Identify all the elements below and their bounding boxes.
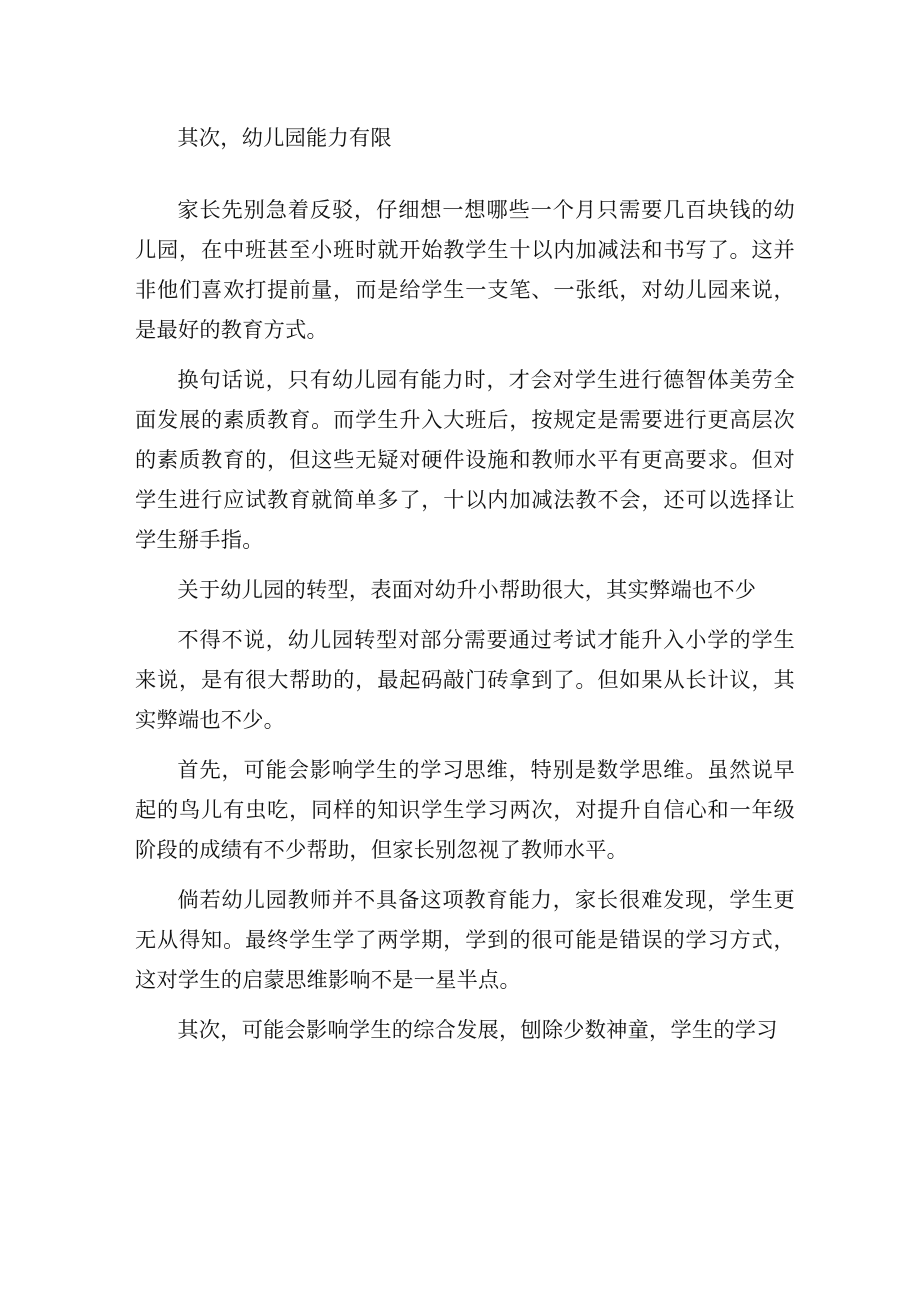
paragraph-5: 首先，可能会影响学生的学习思维，特别是数学思维。虽然说早起的鸟儿有虫吃，同样的知识学生学习两次，对提升自信心和一年级阶段的成绩有不少帮助，但家长别忽视了教师水平。 [135, 757, 795, 862]
paragraph-3: 关于幼儿园的转型，表面对幼升小帮助很大，其实弊端也不少 [177, 577, 757, 602]
paragraph-4: 不得不说，幼儿园转型对部分需要通过考试才能升入小学的学生来说，是有很大帮助的，最起码敲门砖拿到了。但如果从长计议，其实弊端也不少。 [135, 627, 795, 732]
paragraph-7: 其次，可能会影响学生的综合发展，刨除少数神童，学生的学习 [177, 1017, 778, 1042]
paragraph-6: 倘若幼儿园教师并不具备这项教育能力，家长很难发现，学生更无从得知。最终学生学了两学期，学到的很可能是错误的学习方式，这对学生的启蒙思维影响不是一星半点。 [135, 887, 795, 992]
paragraph-1: 家长先别急着反驳，仔细想一想哪些一个月只需要几百块钱的幼儿园，在中班甚至小班时就开始教学生十以内加减法和书写了。这并非他们喜欢打提前量，而是给学生一支笔、一张纸，对幼儿园来说，是最好的教育方式。 [135, 197, 795, 342]
document-body [135, 118, 795, 1050]
section-heading: 其次，幼儿园能力有限 [177, 125, 392, 150]
paragraph-2: 换句话说，只有幼儿园有能力时，才会对学生进行德智体美劳全面发展的素质教育。而学生升入大班后，按规定是需要进行更高层次的素质教育的，但这些无疑对硬件设施和教师水平有更高要求。但对学生进行应试教育就简单多了，十以内加减法教不会，还可以选择让学生掰手指。 [135, 367, 795, 552]
